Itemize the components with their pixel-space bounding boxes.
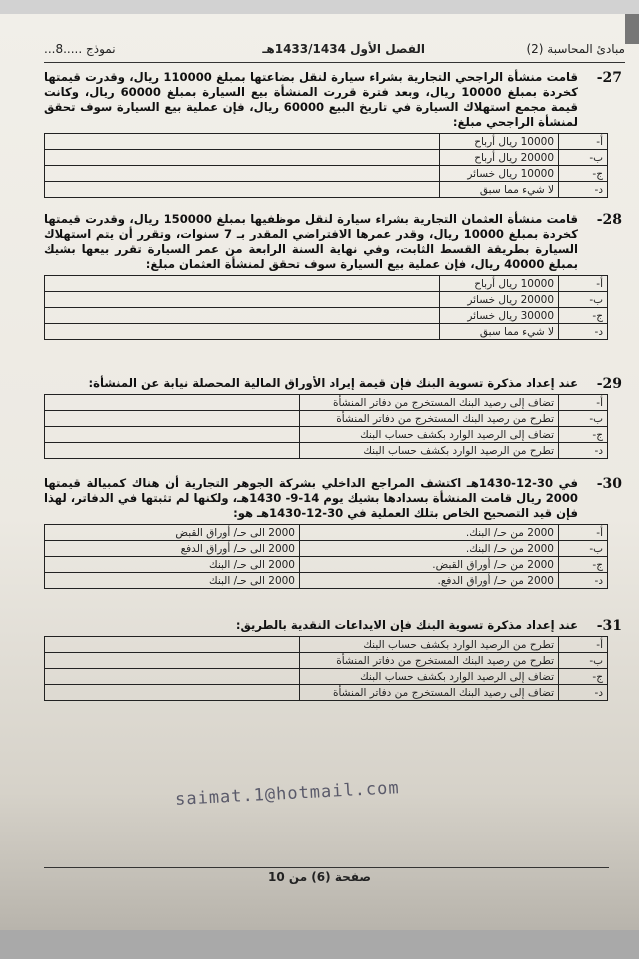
option-row [45,276,608,292]
option-row [45,541,608,557]
option-debit: 2000 من حـ/ البنك. [300,525,559,541]
option-text: 20000 ريال خسائر [440,292,559,308]
option-letter: ب- [559,653,608,669]
option-debit: 2000 من حـ/ أوراق القبض. [300,557,559,573]
option-text: لا شيء مما سبق [440,182,559,198]
option-credit: 2000 الى حـ/ البنك [45,573,300,589]
page-corner [625,14,639,44]
options-table [44,636,608,701]
option-text: 10000 ريال خسائر [440,166,559,182]
header-subject: مبادئ المحاسبة (2) [526,42,625,56]
question-30 [44,476,622,589]
option-letter: ج- [559,308,608,324]
page-number: صفحة (6) من 10 [268,870,371,884]
option-letter: ب- [559,541,608,557]
option-credit: 2000 الى حـ/ أوراق الدفع [45,541,300,557]
option-letter: ج- [559,669,608,685]
option-row [45,182,608,198]
option-row [45,150,608,166]
option-letter: ج- [559,166,608,182]
option-letter: د- [559,573,608,589]
option-letter: ب- [559,292,608,308]
option-letter: ج- [559,427,608,443]
option-text: لا شيء مما سبق [440,324,559,340]
question-number: 30- [596,476,622,492]
option-row [45,308,608,324]
option-credit: 2000 الى حـ/ البنك [45,557,300,573]
option-row [45,411,608,427]
option-row [45,557,608,573]
option-row [45,166,608,182]
options-table [44,394,608,459]
option-letter: ب- [559,150,608,166]
option-row [45,427,608,443]
question-text: عند إعداد مذكرة تسوية البنك فإن الايداعات النقدية بالطريق: [235,618,578,632]
option-row [45,669,608,685]
question-31 [44,618,622,701]
option-letter: ب- [559,411,608,427]
question-27 [44,70,622,198]
option-letter: د- [559,324,608,340]
question-text: قامت منشأة الراجحي التجارية بشراء سيارة لنقل بضاعتها بمبلغ 110000 ريال، وقدرت قيمتها كخردة بمبلغ 10000 ريال، وبعد فترة قررت المنشأة بيع السيارة بمبلغ 60000 ريال، وكانت قيمة مجمع استهلاك السيارة في تاريخ البيع 60000 ريال، فإن عملية بيع السيارة سوف تحقق لمنشأة الراجحي مبلغ: [44,70,578,129]
option-row [45,395,608,411]
option-letter: أ- [559,134,608,150]
option-debit: 2000 من حـ/ أوراق الدفع. [300,573,559,589]
options-table [44,133,608,198]
handwritten-email: saimat.1@hotmail.com [174,778,401,810]
option-text: 20000 ريال أرباح [440,150,559,166]
question-text: قامت منشأة العثمان التجارية بشراء سيارة لنقل موظفيها بمبلغ 150000 ريال، وقدرت قيمتها كخردة بمبلغ 10000 ريال، وقدر عمرها الافتراضي المقدر بـ 7 سنوات، وتقرر أن يتم استهلاك السيارة بطريقة القسط الثابت، وفي نهاية السنة الرابعة من عمر السيارة تقرر بيعها بشيك بمبلغ 40000 ريال، فإن عملية بيع السيارة سوف تحقق لمنشأة العثمان مبلغ: [44,212,579,271]
option-text: تضاف إلى رصيد البنك المستخرج من دفاتر المنشأة [300,395,559,411]
header-model: نموذج .....8... [44,42,116,56]
question-number: 29- [596,376,622,392]
option-text: تضاف إلى الرصيد الوارد بكشف حساب البنك [300,427,559,443]
option-row [45,573,608,589]
option-row [45,292,608,308]
option-text: تضاف إلى رصيد البنك المستخرج من دفاتر المنشأة [300,685,559,701]
option-letter: د- [559,182,608,198]
top-bar [0,0,639,14]
option-row [45,134,608,150]
option-letter: أ- [559,276,608,292]
option-letter: أ- [559,395,608,411]
question-text: عند إعداد مذكرة تسوية البنك فإن قيمة إيراد الأوراق المالية المحصلة نيابة عن المنشأة: [88,376,578,390]
option-debit: 2000 من حـ/ البنك. [300,541,559,557]
question-28 [44,212,622,340]
header-term: الفصل الأول 1433/1434هـ [262,42,425,56]
option-text: تطرح من رصيد البنك المستخرج من دفاتر المنشأة [300,653,559,669]
option-text: 10000 ريال أرباح [440,276,559,292]
document-page [0,14,639,930]
option-letter: ج- [559,557,608,573]
bottom-bar [0,930,639,959]
option-text: تطرح من رصيد البنك المستخرج من دفاتر المنشأة [300,411,559,427]
options-table [44,275,608,340]
option-row [45,525,608,541]
option-text: تطرح من الرصيد الوارد بكشف حساب البنك [300,443,559,459]
option-text: 30000 ريال خسائر [440,308,559,324]
option-row [45,443,608,459]
option-letter: د- [559,685,608,701]
option-row [45,324,608,340]
option-credit: 2000 الى حـ/ أوراق القبض [45,525,300,541]
question-number: 31- [596,618,622,634]
option-row [45,685,608,701]
question-number: 27- [596,70,622,86]
option-letter: أ- [559,525,608,541]
option-text: تضاف إلى الرصيد الوارد بكشف حساب البنك [300,669,559,685]
options-table [44,524,608,589]
option-row [45,653,608,669]
question-number: 28- [596,212,622,228]
option-letter: د- [559,443,608,459]
option-text: تطرح من الرصيد الوارد بكشف حساب البنك [300,637,559,653]
page-header [44,38,625,63]
footer-divider [44,867,609,868]
question-text: في 30-12-1430هـ اكتشف المراجع الداخلي بشركة الجوهر التجارية أن هناك كمبيالة قيمتها 2000 ريال قامت المنشأة بسدادها بشيك يوم 14-9- 1430هـ، ولكنها لم تثبتها في الدفاتر، لهذا فإن قيد التصحيح الخاص بتلك العملية في 30-12-1430هـ هو: [44,476,578,520]
option-text: 10000 ريال أرباح [440,134,559,150]
option-row [45,637,608,653]
question-29 [44,376,622,459]
option-letter: أ- [559,637,608,653]
